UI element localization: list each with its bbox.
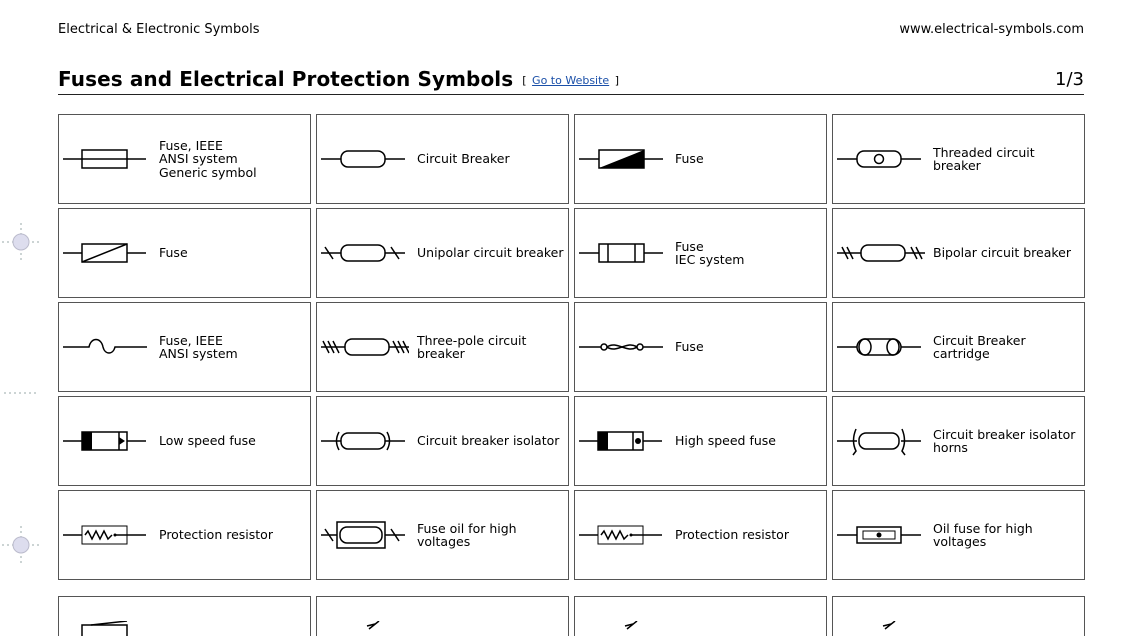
symbol-card <box>58 208 311 298</box>
symbol-label: Threaded circuit breaker <box>933 144 1035 173</box>
symbol-card <box>58 596 311 636</box>
symbol-card <box>832 490 1085 580</box>
fuse-diagonal-partial-icon <box>61 621 151 636</box>
fuse-oil-high-voltage-icon <box>319 515 409 555</box>
oil-fuse-high-voltage-icon <box>835 515 925 555</box>
symbol-grid <box>58 114 1084 580</box>
symbol-label: Circuit Breaker cartridge <box>933 332 1026 361</box>
go-to-website-wrapper <box>522 74 619 87</box>
circuit-breaker-isolator-horns-icon <box>835 421 925 461</box>
symbol-label: Circuit breaker isolator horns <box>933 426 1076 455</box>
symbol-card <box>58 490 311 580</box>
symbol-label: High speed fuse <box>675 433 776 449</box>
symbol-label: Fuse <box>675 151 704 167</box>
unipolar-circuit-breaker-icon <box>319 233 409 273</box>
fuse-iec-icon <box>577 233 667 273</box>
symbol-card <box>316 302 569 392</box>
dotted-guide-icon <box>2 374 40 412</box>
symbol-grid-partial-row <box>58 596 1084 636</box>
crosshair-guide-icon <box>2 223 40 261</box>
low-speed-fuse-icon <box>61 421 151 461</box>
breaker-partial-icon <box>835 621 925 636</box>
breaker-partial-icon <box>319 621 409 636</box>
symbol-card <box>316 208 569 298</box>
symbol-label: Protection resistor <box>675 527 789 543</box>
threaded-circuit-breaker-icon <box>835 139 925 179</box>
high-speed-fuse-icon <box>577 421 667 461</box>
breaker-partial-icon <box>577 621 667 636</box>
page-number: 1/3 <box>1055 68 1084 90</box>
symbol-label: Fuse <box>159 245 188 261</box>
symbol-card <box>58 114 311 204</box>
symbol-label: Fuse oil for high voltages <box>417 520 517 549</box>
bracket-close: ] <box>614 74 619 87</box>
symbol-card <box>316 596 569 636</box>
three-pole-circuit-breaker-icon <box>319 327 409 367</box>
symbol-card <box>58 396 311 486</box>
bipolar-circuit-breaker-icon <box>835 233 925 273</box>
symbol-card <box>574 114 827 204</box>
symbol-card <box>58 302 311 392</box>
fuse-ieee-wave-icon <box>61 327 151 367</box>
protection-resistor-icon <box>61 515 151 555</box>
symbol-card <box>832 396 1085 486</box>
symbol-card <box>316 396 569 486</box>
symbol-card <box>832 208 1085 298</box>
fuse-half-filled-icon <box>577 139 667 179</box>
page-header <box>58 20 1084 38</box>
symbol-card <box>574 302 827 392</box>
symbol-card <box>832 596 1085 636</box>
go-to-website-link[interactable]: Go to Website <box>532 74 610 87</box>
fuse-ieee-generic-icon <box>61 139 151 179</box>
circuit-breaker-isolator-icon <box>319 421 409 461</box>
symbol-label: Fuse, IEEE ANSI system Generic symbol <box>159 137 257 180</box>
symbol-card <box>316 490 569 580</box>
symbol-label: Protection resistor <box>159 527 273 543</box>
protection-resistor-icon <box>577 515 667 555</box>
symbol-label: Circuit breaker isolator <box>417 433 560 449</box>
symbol-card <box>574 396 827 486</box>
symbol-label: Circuit Breaker <box>417 151 510 167</box>
symbol-card <box>574 208 827 298</box>
symbol-card <box>574 490 827 580</box>
circuit-breaker-icon <box>319 139 409 179</box>
crosshair-guide-icon <box>2 526 40 564</box>
circuit-breaker-cartridge-icon <box>835 327 925 367</box>
symbol-label: Oil fuse for high voltages <box>933 520 1033 549</box>
page-title: Fuses and Electrical Protection Symbols <box>58 67 514 91</box>
symbol-label: Fuse, IEEE ANSI system <box>159 332 238 361</box>
symbol-label: Low speed fuse <box>159 433 256 449</box>
fuse-diagonal-icon <box>61 233 151 273</box>
title-bar <box>58 64 1084 95</box>
symbol-card <box>316 114 569 204</box>
bracket-open: [ <box>522 74 527 87</box>
symbol-label: Unipolar circuit breaker <box>417 245 564 261</box>
fuse-crossed-wire-icon <box>577 327 667 367</box>
site-url: www.electrical-symbols.com <box>899 21 1084 37</box>
symbol-card <box>832 302 1085 392</box>
symbol-label: Three-pole circuit breaker <box>417 332 527 361</box>
site-name: Electrical & Electronic Symbols <box>58 21 260 37</box>
symbol-label: Bipolar circuit breaker <box>933 245 1072 261</box>
symbol-card <box>832 114 1085 204</box>
symbol-label: Fuse IEC system <box>675 238 745 267</box>
symbol-card <box>574 596 827 636</box>
symbol-label: Fuse <box>675 339 704 355</box>
